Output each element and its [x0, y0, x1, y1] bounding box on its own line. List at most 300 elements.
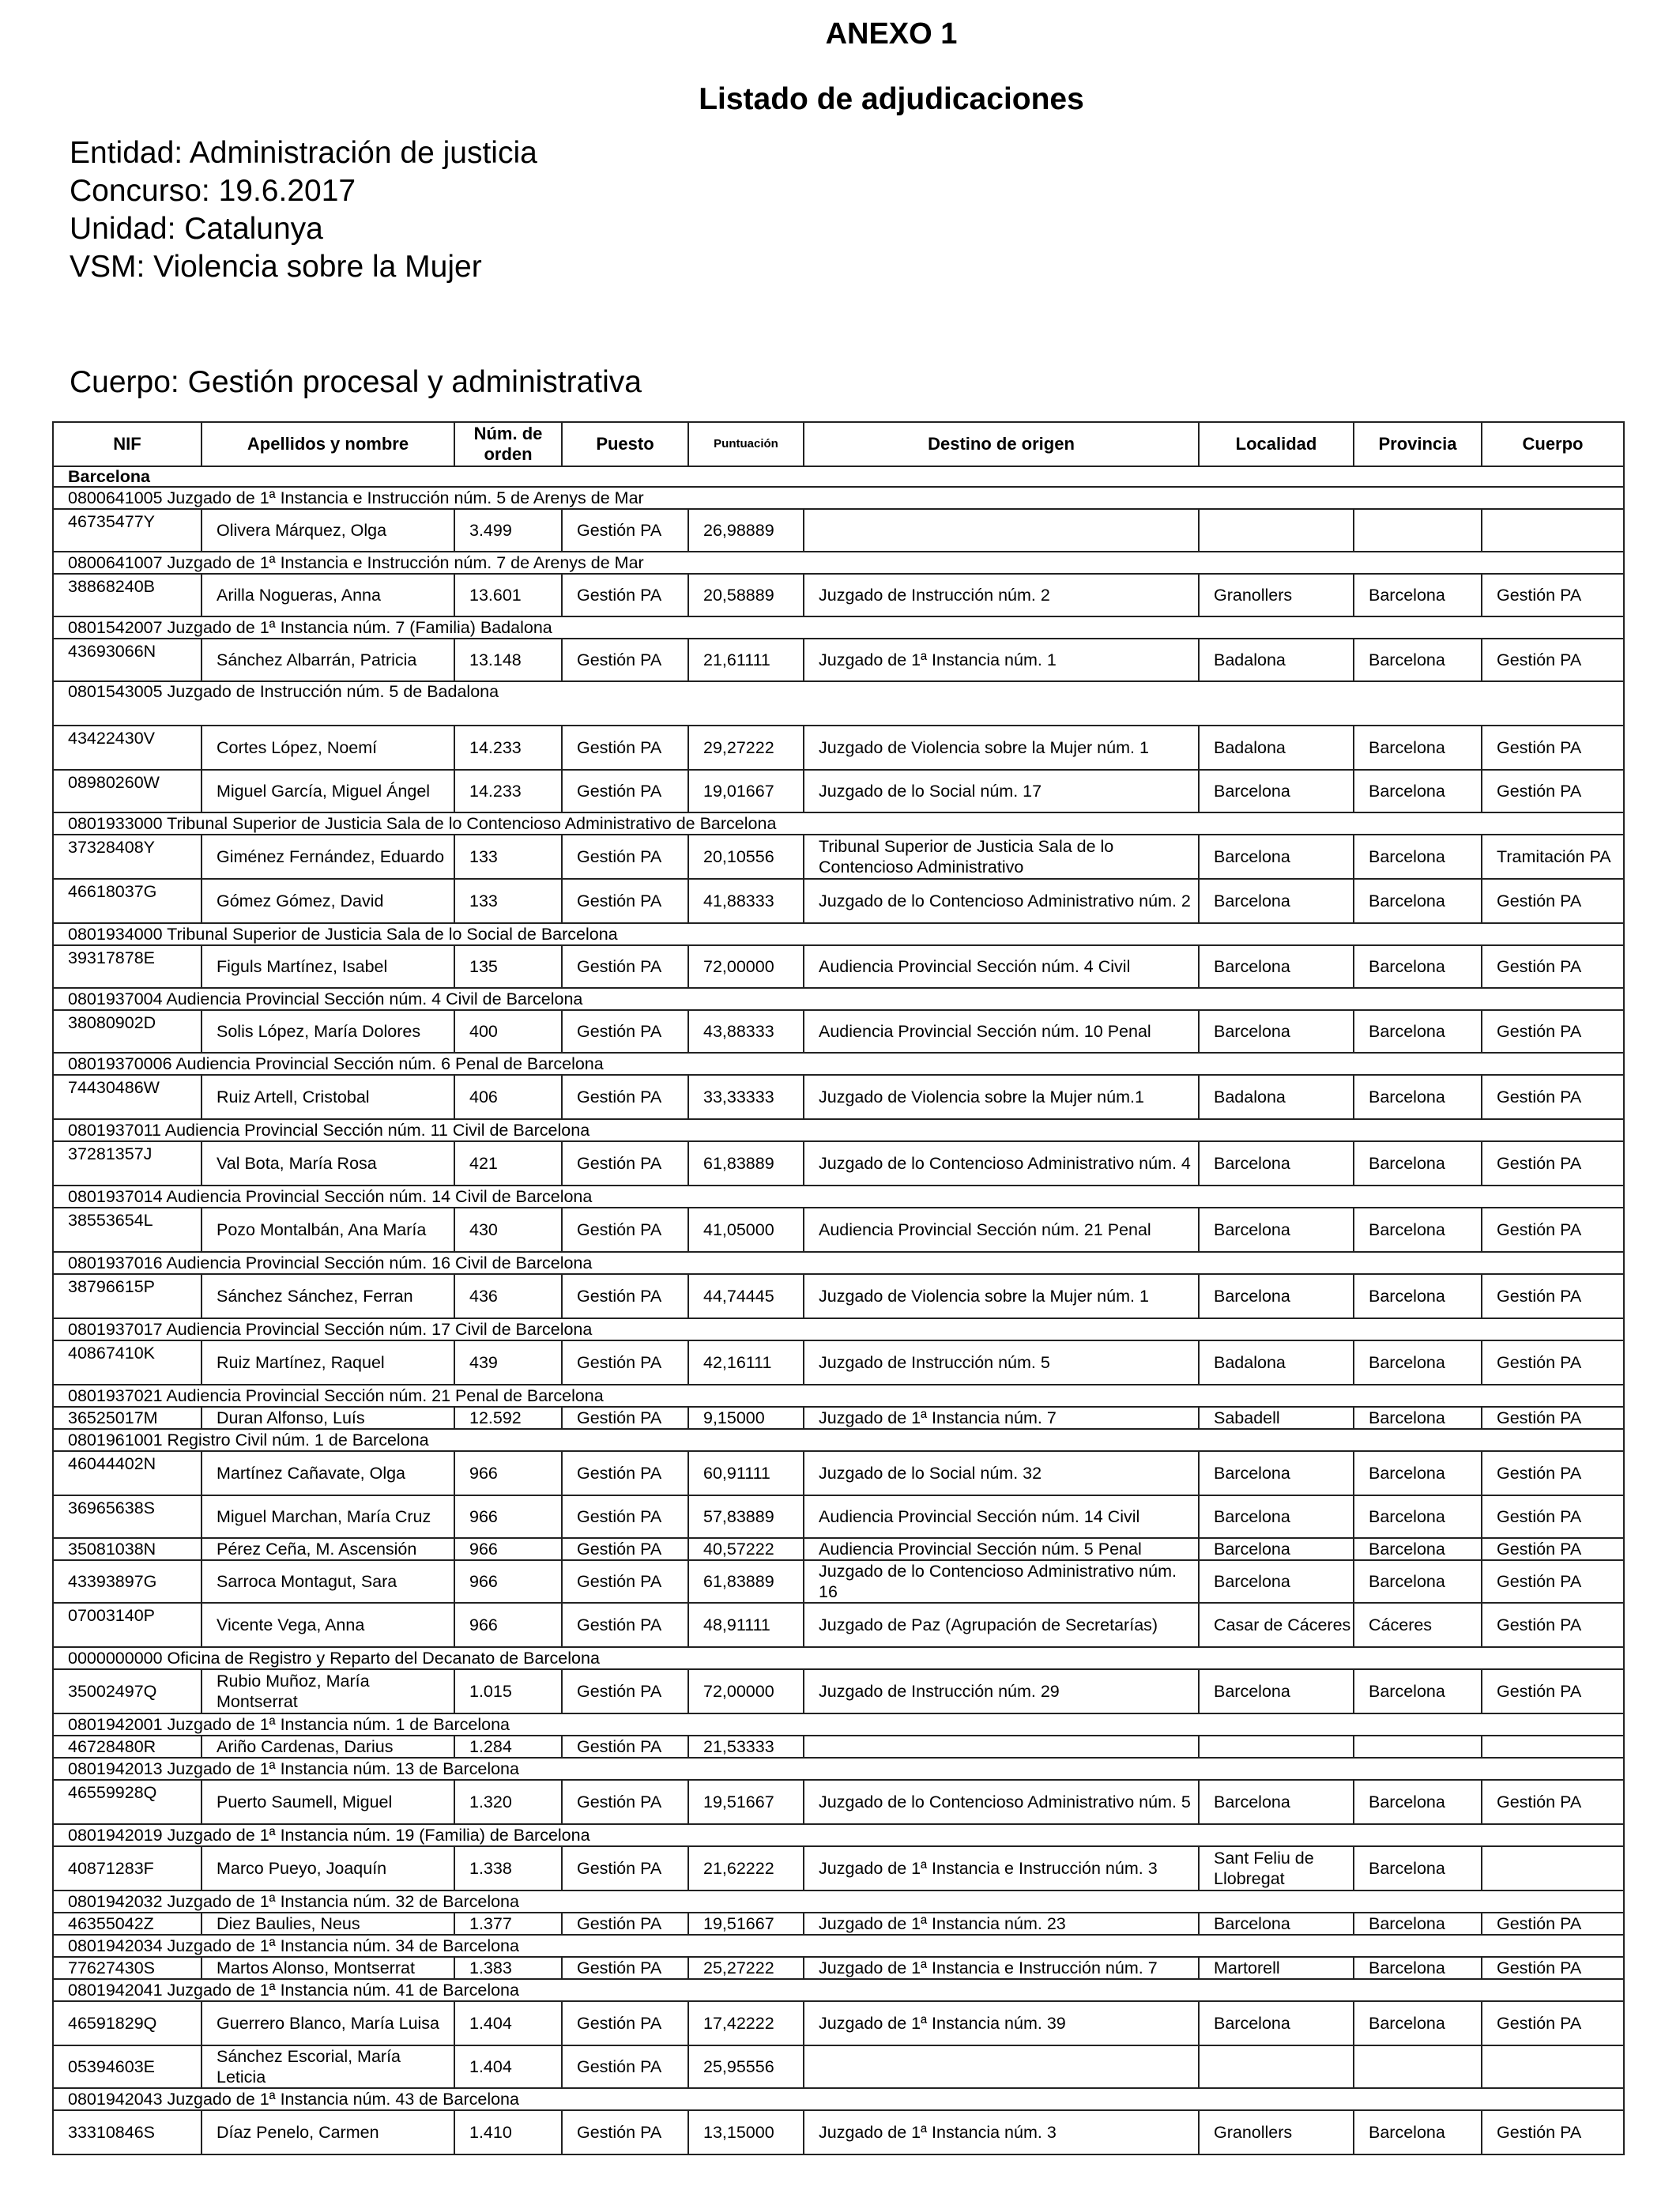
cell-nif: 38080902D — [53, 1010, 202, 1053]
cell-nif: 40871283F — [53, 1846, 202, 1891]
cell-cuerpo: Gestión PA — [1482, 1669, 1624, 1713]
cell-nombre: Arilla Nogueras, Anna — [202, 574, 454, 616]
cell-nif: 37328408Y — [53, 835, 202, 879]
section-title: 0801942032 Juzgado de 1ª Instancia núm. 32 de Barcelona — [53, 1891, 1624, 1913]
cell-localidad: Barcelona — [1199, 1274, 1354, 1318]
cell-puesto: Gestión PA — [562, 1407, 688, 1429]
cell-puesto: Gestión PA — [562, 1495, 688, 1538]
section-row — [53, 1429, 1624, 1451]
cell-destino: Juzgado de Instrucción núm. 5 — [804, 1340, 1199, 1385]
cell-nif: 37281357J — [53, 1141, 202, 1186]
cell-orden: 406 — [454, 1075, 562, 1119]
cell-provincia: Barcelona — [1354, 1407, 1482, 1429]
cell-localidad: Granollers — [1199, 2110, 1354, 2154]
cell-destino: Juzgado de lo Contencioso Administrativo núm. 2 — [804, 879, 1199, 923]
col-header-puesto: Puesto — [562, 422, 688, 466]
cell-provincia: Barcelona — [1354, 1538, 1482, 1560]
table-row — [53, 1669, 1624, 1713]
cell-orden: 14.233 — [454, 726, 562, 770]
cell-nif: 36525017M — [53, 1407, 202, 1429]
cell-puntuacion: 61,83889 — [688, 1141, 804, 1186]
cell-puntuacion: 9,15000 — [688, 1407, 804, 1429]
cell-puntuacion: 72,00000 — [688, 1669, 804, 1713]
cell-nif: 39317878E — [53, 945, 202, 988]
cell-puesto: Gestión PA — [562, 879, 688, 923]
cell-puntuacion: 19,51667 — [688, 1780, 804, 1824]
cell-localidad: Granollers — [1199, 574, 1354, 616]
cell-cuerpo: Gestión PA — [1482, 1340, 1624, 1385]
col-header-nif: NIF — [53, 422, 202, 466]
cell-cuerpo — [1482, 509, 1624, 552]
cell-orden: 436 — [454, 1274, 562, 1318]
col-header-nombre: Apellidos y nombre — [202, 422, 454, 466]
section-row — [53, 616, 1624, 639]
section-row — [53, 1385, 1624, 1407]
cell-nombre: Sánchez Sánchez, Ferran — [202, 1274, 454, 1318]
cell-cuerpo: Gestión PA — [1482, 1407, 1624, 1429]
cell-nombre: Sánchez Albarrán, Patricia — [202, 639, 454, 681]
cell-localidad: Barcelona — [1199, 1010, 1354, 1053]
table-row — [53, 1010, 1624, 1053]
cell-nif: 46728480R — [53, 1736, 202, 1758]
section-row — [53, 1758, 1624, 1780]
section-title: 0801942034 Juzgado de 1ª Instancia núm. 34 de Barcelona — [53, 1935, 1624, 1957]
section-title: 0800641007 Juzgado de 1ª Instancia e Instrucción núm. 7 de Arenys de Mar — [53, 552, 1624, 574]
cell-localidad: Barcelona — [1199, 1495, 1354, 1538]
cell-destino: Juzgado de 1ª Instancia e Instrucción núm. 3 — [804, 1846, 1199, 1891]
cell-nif: 07003140P — [53, 1603, 202, 1647]
cell-cuerpo: Gestión PA — [1482, 1603, 1624, 1647]
cell-cuerpo: Gestión PA — [1482, 1075, 1624, 1119]
cell-localidad: Barcelona — [1199, 1913, 1354, 1935]
cell-nif: 38868240B — [53, 574, 202, 616]
table-row — [53, 1780, 1624, 1824]
cell-puesto: Gestión PA — [562, 1451, 688, 1495]
cell-destino: Juzgado de 1ª Instancia núm. 23 — [804, 1913, 1199, 1935]
col-header-provincia: Provincia — [1354, 422, 1482, 466]
cell-puesto: Gestión PA — [562, 2110, 688, 2154]
section-title: 0801542007 Juzgado de 1ª Instancia núm. 7 (Familia) Badalona — [53, 616, 1624, 639]
section-row — [53, 552, 1624, 574]
cell-destino: Juzgado de lo Social núm. 17 — [804, 770, 1199, 812]
cell-puntuacion: 25,95556 — [688, 2045, 804, 2088]
cell-orden: 966 — [454, 1538, 562, 1560]
cell-nif: 46618037G — [53, 879, 202, 923]
cell-nombre: Ruiz Martínez, Raquel — [202, 1340, 454, 1385]
cell-orden: 12.592 — [454, 1407, 562, 1429]
cell-destino: Juzgado de Violencia sobre la Mujer núm. 1 — [804, 1274, 1199, 1318]
cell-localidad: Barcelona — [1199, 1669, 1354, 1713]
cell-provincia — [1354, 2045, 1482, 2088]
cell-puesto: Gestión PA — [562, 726, 688, 770]
cell-provincia: Barcelona — [1354, 770, 1482, 812]
cell-destino: Juzgado de lo Contencioso Administrativo núm. 4 — [804, 1141, 1199, 1186]
cell-nif: 35081038N — [53, 1538, 202, 1560]
section-title: 0801934000 Tribunal Superior de Justicia Sala de lo Social de Barcelona — [53, 923, 1624, 945]
cell-puntuacion: 33,33333 — [688, 1075, 804, 1119]
section-title: 0801961001 Registro Civil núm. 1 de Barcelona — [53, 1429, 1624, 1451]
section-row — [53, 1053, 1624, 1075]
section-title: 0800641005 Juzgado de 1ª Instancia e Instrucción núm. 5 de Arenys de Mar — [53, 487, 1624, 509]
cell-destino — [804, 1736, 1199, 1758]
cell-nif: 77627430S — [53, 1957, 202, 1979]
cell-nombre: Olivera Márquez, Olga — [202, 509, 454, 552]
cell-provincia: Barcelona — [1354, 1208, 1482, 1252]
cell-cuerpo: Gestión PA — [1482, 2001, 1624, 2045]
cell-orden: 966 — [454, 1451, 562, 1495]
cell-nif: 46355042Z — [53, 1913, 202, 1935]
cell-provincia: Barcelona — [1354, 1495, 1482, 1538]
cell-puesto: Gestión PA — [562, 1208, 688, 1252]
cell-nombre: Ariño Cardenas, Darius — [202, 1736, 454, 1758]
cell-provincia: Barcelona — [1354, 945, 1482, 988]
cuerpo-heading: Cuerpo: Gestión procesal y administrativa — [70, 365, 642, 399]
cell-puntuacion: 72,00000 — [688, 945, 804, 988]
cell-cuerpo: Gestión PA — [1482, 1451, 1624, 1495]
adjudications-table — [52, 421, 1625, 2155]
cell-orden: 1.320 — [454, 1780, 562, 1824]
cell-provincia: Barcelona — [1354, 1780, 1482, 1824]
cell-orden: 400 — [454, 1010, 562, 1053]
cell-nombre: Diez Baulies, Neus — [202, 1913, 454, 1935]
cell-nif: 43693066N — [53, 639, 202, 681]
cell-puesto: Gestión PA — [562, 1274, 688, 1318]
cell-nombre: Figuls Martínez, Isabel — [202, 945, 454, 988]
cell-provincia: Barcelona — [1354, 1669, 1482, 1713]
table-row — [53, 1075, 1624, 1119]
cell-localidad: Barcelona — [1199, 945, 1354, 988]
table-row — [53, 835, 1624, 879]
cell-nombre: Vicente Vega, Anna — [202, 1603, 454, 1647]
cell-cuerpo: Gestión PA — [1482, 1495, 1624, 1538]
section-row — [53, 812, 1624, 835]
cell-puntuacion: 21,62222 — [688, 1846, 804, 1891]
cell-provincia: Barcelona — [1354, 726, 1482, 770]
cell-orden: 966 — [454, 1560, 562, 1603]
cell-localidad: Barcelona — [1199, 1208, 1354, 1252]
cell-orden: 439 — [454, 1340, 562, 1385]
table-row — [53, 639, 1624, 681]
section-row — [53, 1186, 1624, 1208]
table-row — [53, 1495, 1624, 1538]
cell-destino: Juzgado de Instrucción núm. 29 — [804, 1669, 1199, 1713]
cell-cuerpo: Gestión PA — [1482, 1010, 1624, 1053]
section-row — [53, 1119, 1624, 1141]
table-row — [53, 945, 1624, 988]
cell-nombre: Guerrero Blanco, María Luisa — [202, 2001, 454, 2045]
cell-nif: 08980260W — [53, 770, 202, 812]
cell-provincia: Barcelona — [1354, 2110, 1482, 2154]
cell-puesto: Gestión PA — [562, 1913, 688, 1935]
table-row — [53, 1846, 1624, 1891]
cell-destino: Juzgado de lo Contencioso Administrativo núm. 5 — [804, 1780, 1199, 1824]
cell-destino: Audiencia Provincial Sección núm. 4 Civil — [804, 945, 1199, 988]
cell-puesto: Gestión PA — [562, 1957, 688, 1979]
section-title: 0801933000 Tribunal Superior de Justicia Sala de lo Contencioso Administrativo de Barcelona — [53, 812, 1624, 835]
cell-puesto: Gestión PA — [562, 2001, 688, 2045]
section-title: 0801942001 Juzgado de 1ª Instancia núm. 1 de Barcelona — [53, 1713, 1624, 1736]
cell-nombre: Sarroca Montagut, Sara — [202, 1560, 454, 1603]
table-row — [53, 1538, 1624, 1560]
cell-orden: 13.601 — [454, 574, 562, 616]
cell-nombre: Martos Alonso, Montserrat — [202, 1957, 454, 1979]
cell-destino: Juzgado de Paz (Agrupación de Secretarías) — [804, 1603, 1199, 1647]
cell-puesto: Gestión PA — [562, 1075, 688, 1119]
meta-unidad: Unidad: Catalunya — [70, 212, 323, 246]
cell-orden: 1.284 — [454, 1736, 562, 1758]
section-title: 0801942043 Juzgado de 1ª Instancia núm. 43 de Barcelona — [53, 2088, 1624, 2110]
cell-orden: 1.377 — [454, 1913, 562, 1935]
table-row — [53, 770, 1624, 812]
section-title: 0801543005 Juzgado de Instrucción núm. 5 de Badalona — [53, 681, 1624, 726]
section-title: 0000000000 Oficina de Registro y Reparto del Decanato de Barcelona — [53, 1647, 1624, 1669]
cell-orden: 966 — [454, 1495, 562, 1538]
cell-nif: 74430486W — [53, 1075, 202, 1119]
cell-nombre: Miguel Marchan, María Cruz — [202, 1495, 454, 1538]
cell-orden: 1.383 — [454, 1957, 562, 1979]
cell-puntuacion: 44,74445 — [688, 1274, 804, 1318]
section-row — [53, 1935, 1624, 1957]
annex-title: ANEXO 1 — [825, 17, 958, 51]
cell-orden: 1.410 — [454, 2110, 562, 2154]
cell-destino: Juzgado de 1ª Instancia núm. 3 — [804, 2110, 1199, 2154]
cell-puntuacion: 21,53333 — [688, 1736, 804, 1758]
cell-nif: 46735477Y — [53, 509, 202, 552]
cell-puesto: Gestión PA — [562, 835, 688, 879]
table-row — [53, 1560, 1624, 1603]
table-row — [53, 1141, 1624, 1186]
cell-puntuacion: 41,05000 — [688, 1208, 804, 1252]
cell-provincia: Barcelona — [1354, 1560, 1482, 1603]
cell-nombre: Puerto Saumell, Miguel — [202, 1780, 454, 1824]
cell-nombre: Pérez Ceña, M. Ascensión — [202, 1538, 454, 1560]
section-title: 0801942013 Juzgado de 1ª Instancia núm. 13 de Barcelona — [53, 1758, 1624, 1780]
section-title: 0801937016 Audiencia Provincial Sección núm. 16 Civil de Barcelona — [53, 1252, 1624, 1274]
cell-destino: Audiencia Provincial Sección núm. 21 Penal — [804, 1208, 1199, 1252]
cell-puntuacion: 13,15000 — [688, 2110, 804, 2154]
table-row — [53, 2110, 1624, 2154]
section-title: 0801937021 Audiencia Provincial Sección núm. 21 Penal de Barcelona — [53, 1385, 1624, 1407]
table-row — [53, 509, 1624, 552]
section-row — [53, 1647, 1624, 1669]
cell-localidad: Martorell — [1199, 1957, 1354, 1979]
cell-puntuacion: 29,27222 — [688, 726, 804, 770]
cell-destino: Juzgado de 1ª Instancia núm. 7 — [804, 1407, 1199, 1429]
table-row — [53, 1274, 1624, 1318]
section-title: 0801937014 Audiencia Provincial Sección núm. 14 Civil de Barcelona — [53, 1186, 1624, 1208]
section-row — [53, 1318, 1624, 1340]
cell-puntuacion: 21,61111 — [688, 639, 804, 681]
cell-cuerpo: Gestión PA — [1482, 639, 1624, 681]
section-title: 0801937011 Audiencia Provincial Sección núm. 11 Civil de Barcelona — [53, 1119, 1624, 1141]
cell-cuerpo: Gestión PA — [1482, 1141, 1624, 1186]
cell-puesto: Gestión PA — [562, 1560, 688, 1603]
cell-nif: 46591829Q — [53, 2001, 202, 2045]
cell-nombre: Rubio Muñoz, María Montserrat — [202, 1669, 454, 1713]
cell-nif: 38796615P — [53, 1274, 202, 1318]
cell-destino: Juzgado de Violencia sobre la Mujer núm. 1 — [804, 726, 1199, 770]
cell-puesto: Gestión PA — [562, 1010, 688, 1053]
cell-localidad: Badalona — [1199, 726, 1354, 770]
cell-puesto: Gestión PA — [562, 1846, 688, 1891]
cell-cuerpo: Gestión PA — [1482, 770, 1624, 812]
table-row — [53, 1603, 1624, 1647]
cell-localidad: Barcelona — [1199, 1780, 1354, 1824]
cell-orden: 13.148 — [454, 639, 562, 681]
cell-cuerpo: Gestión PA — [1482, 945, 1624, 988]
cell-nif: 46044402N — [53, 1451, 202, 1495]
cell-nombre: Martínez Cañavate, Olga — [202, 1451, 454, 1495]
table-row — [53, 1957, 1624, 1979]
table-row — [53, 879, 1624, 923]
cell-puntuacion: 42,16111 — [688, 1340, 804, 1385]
cell-puntuacion: 19,01667 — [688, 770, 804, 812]
cell-localidad: Casar de Cáceres — [1199, 1603, 1354, 1647]
cell-cuerpo: Gestión PA — [1482, 726, 1624, 770]
cell-destino: Juzgado de Violencia sobre la Mujer núm.1 — [804, 1075, 1199, 1119]
section-row — [53, 487, 1624, 509]
table-row — [53, 1340, 1624, 1385]
cell-destino: Juzgado de 1ª Instancia núm. 1 — [804, 639, 1199, 681]
cell-puntuacion: 26,98889 — [688, 509, 804, 552]
cell-cuerpo: Gestión PA — [1482, 1538, 1624, 1560]
cell-localidad: Badalona — [1199, 1075, 1354, 1119]
section-row — [53, 1824, 1624, 1846]
cell-puntuacion: 60,91111 — [688, 1451, 804, 1495]
cell-orden: 133 — [454, 879, 562, 923]
table-row — [53, 574, 1624, 616]
cell-puntuacion: 19,51667 — [688, 1913, 804, 1935]
cell-puntuacion: 40,57222 — [688, 1538, 804, 1560]
cell-orden: 966 — [454, 1603, 562, 1647]
cell-provincia: Barcelona — [1354, 1010, 1482, 1053]
cell-provincia — [1354, 509, 1482, 552]
cell-cuerpo: Gestión PA — [1482, 1274, 1624, 1318]
section-row — [53, 988, 1624, 1010]
cell-localidad: Badalona — [1199, 1340, 1354, 1385]
cell-cuerpo: Gestión PA — [1482, 2110, 1624, 2154]
cell-cuerpo: Gestión PA — [1482, 1957, 1624, 1979]
cell-cuerpo: Gestión PA — [1482, 1560, 1624, 1603]
cell-provincia: Barcelona — [1354, 1913, 1482, 1935]
cell-provincia: Barcelona — [1354, 1274, 1482, 1318]
cell-puesto: Gestión PA — [562, 639, 688, 681]
cell-orden: 1.015 — [454, 1669, 562, 1713]
cell-puntuacion: 43,88333 — [688, 1010, 804, 1053]
cell-cuerpo: Gestión PA — [1482, 1780, 1624, 1824]
metadata-block — [70, 134, 537, 286]
cell-puesto: Gestión PA — [562, 1141, 688, 1186]
cell-destino — [804, 509, 1199, 552]
table-row — [53, 2001, 1624, 2045]
cell-puntuacion: 17,42222 — [688, 2001, 804, 2045]
cell-puesto: Gestión PA — [562, 2045, 688, 2088]
cell-puesto: Gestión PA — [562, 1538, 688, 1560]
cell-destino: Juzgado de Instrucción núm. 2 — [804, 574, 1199, 616]
cell-nif: 38553654L — [53, 1208, 202, 1252]
cell-provincia: Barcelona — [1354, 1846, 1482, 1891]
section-title: 08019370006 Audiencia Provincial Sección núm. 6 Penal de Barcelona — [53, 1053, 1624, 1075]
cell-nif: 43393897G — [53, 1560, 202, 1603]
cell-localidad: Badalona — [1199, 639, 1354, 681]
table-row — [53, 726, 1624, 770]
cell-orden: 14.233 — [454, 770, 562, 812]
cell-nif: 40867410K — [53, 1340, 202, 1385]
cell-nombre: Sánchez Escorial, María Leticia — [202, 2045, 454, 2088]
section-title: 0801937004 Audiencia Provincial Sección núm. 4 Civil de Barcelona — [53, 988, 1624, 1010]
cell-nombre: Cortes López, Noemí — [202, 726, 454, 770]
cell-orden: 421 — [454, 1141, 562, 1186]
cell-destino: Juzgado de lo Social núm. 32 — [804, 1451, 1199, 1495]
cell-nif: 05394603E — [53, 2045, 202, 2088]
cell-nombre: Solis López, María Dolores — [202, 1010, 454, 1053]
cell-localidad — [1199, 2045, 1354, 2088]
cell-puesto: Gestión PA — [562, 945, 688, 988]
cell-provincia: Barcelona — [1354, 1451, 1482, 1495]
section-title: 0801942019 Juzgado de 1ª Instancia núm. 19 (Familia) de Barcelona — [53, 1824, 1624, 1846]
cell-cuerpo — [1482, 1846, 1624, 1891]
cell-localidad: Barcelona — [1199, 1538, 1354, 1560]
cell-puesto: Gestión PA — [562, 1736, 688, 1758]
cell-provincia: Barcelona — [1354, 639, 1482, 681]
cell-orden: 430 — [454, 1208, 562, 1252]
cell-nombre: Díaz Penelo, Carmen — [202, 2110, 454, 2154]
cell-nif: 43422430V — [53, 726, 202, 770]
section-row — [53, 681, 1624, 726]
cell-orden: 1.404 — [454, 2045, 562, 2088]
cell-provincia: Barcelona — [1354, 1340, 1482, 1385]
col-header-cuerpo: Cuerpo — [1482, 422, 1624, 466]
table-body — [53, 466, 1624, 2154]
cell-nombre: Giménez Fernández, Eduardo — [202, 835, 454, 879]
cell-puesto: Gestión PA — [562, 509, 688, 552]
cell-orden: 1.338 — [454, 1846, 562, 1891]
cell-orden: 135 — [454, 945, 562, 988]
cell-destino: Audiencia Provincial Sección núm. 14 Civil — [804, 1495, 1199, 1538]
cell-provincia: Barcelona — [1354, 574, 1482, 616]
cell-nif: 36965638S — [53, 1495, 202, 1538]
cell-localidad: Sabadell — [1199, 1407, 1354, 1429]
cell-orden: 1.404 — [454, 2001, 562, 2045]
cell-destino: Juzgado de 1ª Instancia núm. 39 — [804, 2001, 1199, 2045]
col-header-puntuacion: Puntuación — [688, 422, 804, 466]
cell-provincia: Barcelona — [1354, 1141, 1482, 1186]
cell-cuerpo: Gestión PA — [1482, 574, 1624, 616]
cell-puntuacion: 57,83889 — [688, 1495, 804, 1538]
cell-cuerpo: Gestión PA — [1482, 879, 1624, 923]
cell-destino: Juzgado de 1ª Instancia e Instrucción núm. 7 — [804, 1957, 1199, 1979]
cell-puntuacion: 20,10556 — [688, 835, 804, 879]
section-row — [53, 2088, 1624, 2110]
province-row — [53, 466, 1624, 487]
table-row — [53, 1407, 1624, 1429]
cell-nif: 46559928Q — [53, 1780, 202, 1824]
cell-localidad: Barcelona — [1199, 1560, 1354, 1603]
col-header-destino: Destino de origen — [804, 422, 1199, 466]
cell-puesto: Gestión PA — [562, 574, 688, 616]
table-row — [53, 1913, 1624, 1935]
col-header-localidad: Localidad — [1199, 422, 1354, 466]
cell-localidad: Barcelona — [1199, 879, 1354, 923]
cell-destino: Audiencia Provincial Sección núm. 10 Penal — [804, 1010, 1199, 1053]
table-header-row — [53, 422, 1624, 466]
cell-provincia — [1354, 1736, 1482, 1758]
section-title: 0801942041 Juzgado de 1ª Instancia núm. 41 de Barcelona — [53, 1979, 1624, 2001]
cell-localidad: Barcelona — [1199, 1451, 1354, 1495]
cell-puesto: Gestión PA — [562, 1780, 688, 1824]
cell-destino — [804, 2045, 1199, 2088]
cell-nombre: Pozo Montalbán, Ana María — [202, 1208, 454, 1252]
